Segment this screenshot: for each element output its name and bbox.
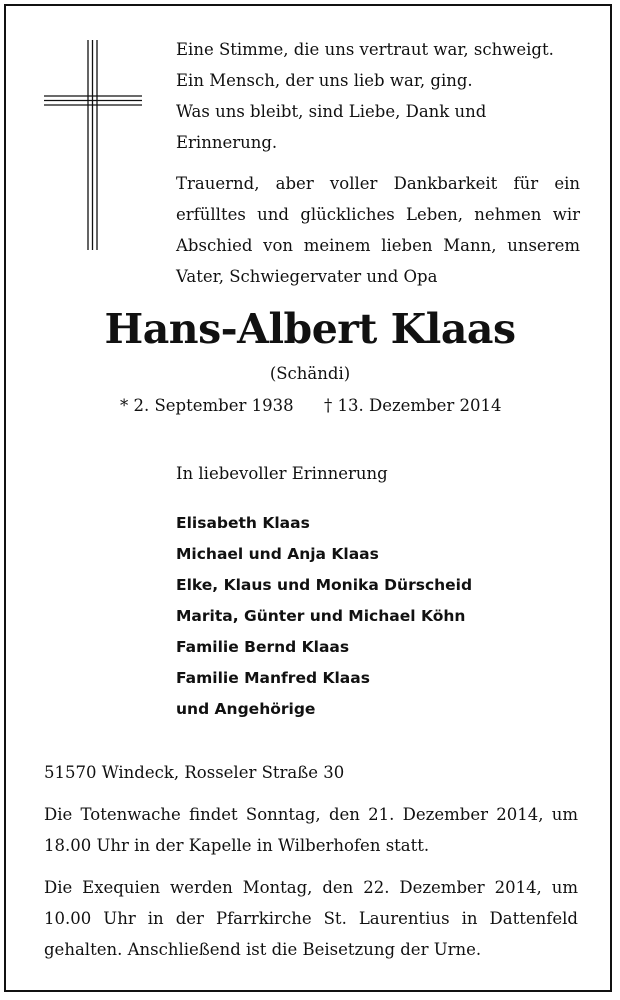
death-date: † 13. Dezember 2014 [324,396,502,415]
mourner: Marita, Günter und Michael Köhn [176,607,466,625]
footer-block [44,757,578,965]
verse-line: Eine Stimme, die uns vertraut war, schweigt. [176,40,554,59]
exequies-info: Die Exequien werden Montag, den 22. Dezember 2014, um 10.00 Uhr in der Pfarrkirche St. Laurentius in Dattenfeld gehalten. Anschließend ist die Beisetzung der Urne. [44,878,578,959]
deceased-nickname: (Schändi) [269,364,351,383]
deceased-name: Hans-Albert Klaas [104,305,516,353]
mourner: Familie Bernd Klaas [176,638,350,656]
mourner: Elke, Klaus und Monika Dürscheid [176,576,473,594]
farewell-text: Trauernd, aber voller Dankbarkeit für ein erfülltes und glückliches Leben, nehmen wir Abschied von meinem lieben Mann, unserem Vater, Schwiegervater und Opa [176,174,580,286]
mourner-list [176,508,472,725]
vigil-info: Die Totenwache findet Sonntag, den 21. Dezember 2014, um 18.00 Uhr in der Kapelle in Wilberhofen statt. [44,805,578,855]
verse-line: Ein Mensch, der uns lieb war, ging. [176,71,473,90]
address: 51570 Windeck, Rosseler Straße 30 [44,763,345,782]
mourner: Elisabeth Klaas [176,514,310,532]
mourner: Familie Manfred Klaas [176,669,370,687]
mourner: und Angehörige [176,700,316,718]
memory-label: In liebevoller Erinnerung [176,464,388,483]
mourner: Michael und Anja Klaas [176,545,379,563]
birth-date: * 2. September 1938 [120,396,294,415]
verse-line: Was uns bleibt, sind Liebe, Dank und Erinnerung. [176,102,487,152]
verse [176,34,580,158]
intro-block [176,34,580,292]
cross-icon [44,40,142,250]
